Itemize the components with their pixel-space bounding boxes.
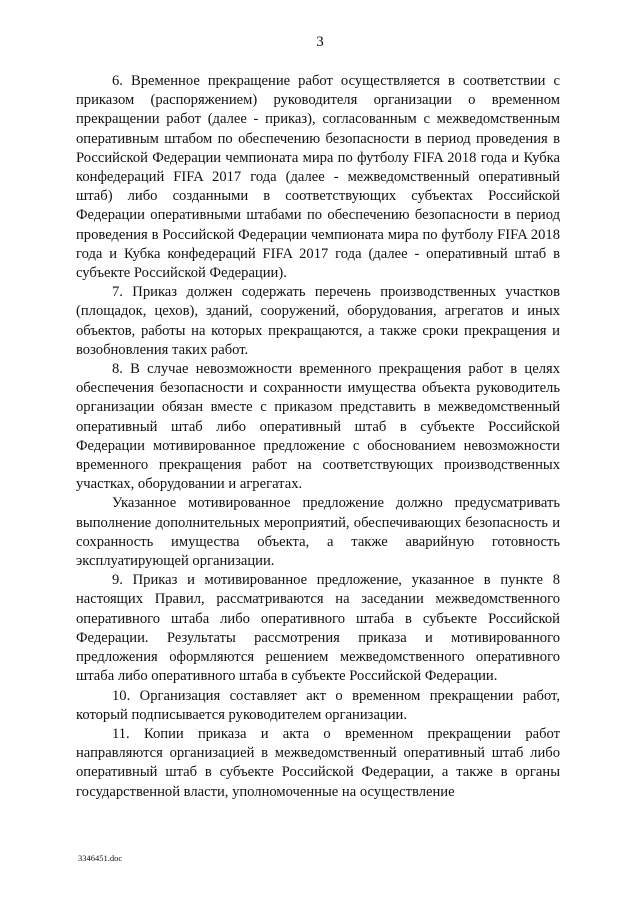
paragraph-7: 7. Приказ должен содержать перечень производственных участков (площадок, цехов), зданий, сооружений, оборудования, агрегатов и иных объектов, работы на которых прекращаются, а также сроки прекращения и возобновления таких работ. xyxy=(76,284,560,358)
document-file-code: 3346451.doc xyxy=(78,853,123,863)
paragraph-8: 8. В случае невозможности временного прекращения работ в целях обеспечения безопасности и сохранности имущества объекта руководитель организации обязан вместе с приказом представить в межведомственный оперативный штаб либо оперативный штаб в субъекте Российской Федерации мотивированное предложение с обоснованием невозможности временного прекращения работ на соответствующих производственных участках, оборудовании и агрегатах. xyxy=(76,361,560,493)
document-body xyxy=(76,72,560,802)
paragraph-9: 9. Приказ и мотивированное предложение, указанное в пункте 8 настоящих Правил, рассматриваются на заседании межведомственного оперативного штаба либо оперативного штаба в субъекте Российской Федерации. Результаты рассмотрения приказа и мотивированного предложения оформляются решением межведомственного оперативного штаба либо оперативного штаба в субъекте Российской Федерации. xyxy=(76,572,560,685)
paragraph-8-continuation: Указанное мотивированное предложение должно предусматривать выполнение дополнительных мероприятий, обеспечивающих безопасность и сохранность имущества объекта, а также аварийную готовность эксплуатирующей организации. xyxy=(76,495,560,570)
page-number: 3 xyxy=(316,34,324,50)
paragraph-6: 6. Временное прекращение работ осуществляется в соответствии с приказом (распоряжением) руководителя организации о временном прекращении работ (далее - приказ), согласованным с межведомственным оперативным штабом по обеспечению безопасности в период проведения в Российской Федерации чемпионата мира по футболу FIFA 2018 года и Кубка конфедераций FIFA 2017 года (далее - межведомственный оперативный штаб) либо созданными в соответствующих субъектах Российской Федерации оперативными штабами по обеспечению безопасности в период проведения в Российской Федерации чемпионата мира по футболу FIFA 2018 года и Кубка конфедераций FIFA 2017 года (далее - оперативный штаб в субъекте Российской Федерации). xyxy=(76,73,560,282)
paragraph-11: 11. Копии приказа и акта о временном прекращении работ направляются организацией в межведомственный оперативный штаб либо оперативный штаб в субъекте Российской Федерации, а также в органы государственной власти, уполномоченные на осуществление xyxy=(76,725,560,800)
paragraph-10: 10. Организация составляет акт о временном прекращении работ, который подписывается руководителем организации. xyxy=(76,687,560,723)
